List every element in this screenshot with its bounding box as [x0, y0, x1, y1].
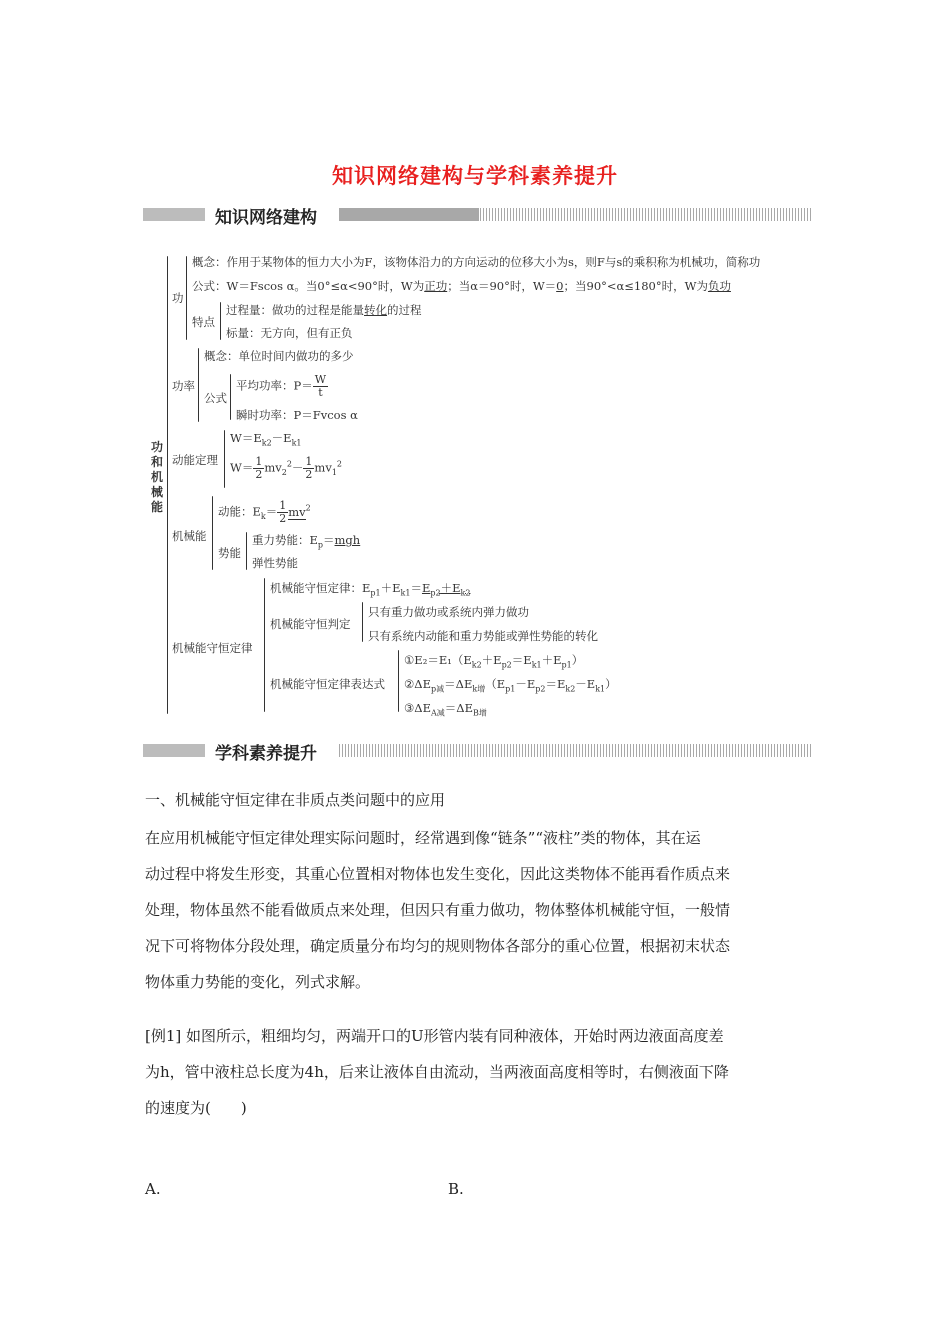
- power-concept: 概念：单位时间内做功的多少: [204, 349, 354, 363]
- section-title: 学科素养提升: [215, 739, 323, 764]
- power-formula-brace: [230, 374, 231, 420]
- paragraph-line: 动过程中将发生形变，其重心位置相对物体也发生变化，因此这类物体不能再看作质点来: [145, 865, 731, 883]
- paragraph-line: 物体重力势能的变化，列式求解。: [145, 973, 371, 991]
- expr-3: $③\Delta E_{A减}=\Delta E_{B增}$: [404, 701, 487, 718]
- ke-theorem-label: 动能定理: [172, 453, 218, 467]
- features-brace: [220, 302, 221, 340]
- diagram-root-label: 功和机械能: [150, 440, 163, 514]
- expr-1: $①E_2=E_1(E_{k2}+E_{p2}=E_{k1}+E_{p1})$: [404, 653, 584, 670]
- judge-label: 机械能守恒判定: [270, 617, 351, 631]
- work-label: 功: [172, 291, 184, 305]
- kinetic-energy: 动能：$E_k=$ $\frac{1}{2}$ $mv^2$: [218, 499, 311, 525]
- section-bar-block: [143, 208, 205, 221]
- knowledge-diagram: [150, 250, 850, 720]
- paragraph-line: 处理，物体虽然不能看做质点来处理，但因只有重力做功，物体整体机械能守恒，一般情: [145, 901, 731, 919]
- power-label: 功率: [172, 379, 195, 393]
- expr-label: 机械能守恒定律表达式: [270, 677, 385, 691]
- judge-brace: [362, 602, 363, 642]
- section-header-literacy: [143, 739, 813, 763]
- judge-item-1: 只有重力做功或系统内弹力做功: [368, 605, 529, 619]
- conservation-brace: [264, 578, 265, 712]
- conservation-law: 机械能守恒定律：$E_{p1}+E_{k1}=E_{p2}+E_{k2}$: [270, 581, 471, 598]
- example-line: 的速度为( ): [145, 1099, 247, 1117]
- power-average: 平均功率：P＝ $\frac{W}{t}$: [236, 373, 327, 399]
- page-title: 知识网络建构与学科素养提升: [332, 164, 618, 188]
- power-brace: [198, 348, 199, 422]
- work-scalar: 标量：无方向，但有正负: [226, 326, 353, 340]
- section-bar-block: [143, 744, 205, 757]
- section-title: 知识网络建构: [215, 203, 323, 228]
- ke-theorem-line1: $W=E_{k2}-E_{k1}$: [230, 431, 302, 448]
- section-bar-dark: [339, 208, 479, 221]
- power-instant: 瞬时功率：P＝Fvcos α: [236, 408, 358, 422]
- ke-theorem-line2: W＝ $\frac{1}{2}$ $mv_2^2-$ $\frac{1}{2}$ $mv_1^2$: [230, 455, 343, 481]
- gravity-potential: 重力势能：$E_p=mgh$: [252, 533, 361, 550]
- mech-energy-label: 机械能: [172, 529, 207, 543]
- elastic-potential: 弹性势能: [252, 556, 298, 570]
- potential-label: 势能: [218, 546, 241, 560]
- content-paragraph: [145, 820, 810, 1000]
- potential-brace: [246, 532, 247, 570]
- content-heading: [145, 782, 810, 818]
- option-a: A.: [145, 1180, 161, 1198]
- example-block: [145, 1018, 810, 1126]
- section-header-network: [143, 203, 813, 227]
- section-bar-hatch: [339, 744, 813, 757]
- power-formula-label: 公式: [204, 391, 227, 405]
- paragraph-line: 况下可将物体分段处理，确定质量分布均匀的规则物体各部分的重心位置，根据初末状态: [145, 937, 731, 955]
- work-concept: 概念：作用于某物体的恒力大小为F，该物体沿力的方向运动的位移大小为s，则F与s的乘积称为机械功，简称功: [192, 255, 761, 269]
- outer-brace: [167, 256, 168, 714]
- work-features-label: 特点: [192, 315, 215, 329]
- paragraph-line: 在应用机械能守恒定律处理实际问题时，经常遇到像“链条”“液柱”类的物体，其在运: [145, 829, 701, 847]
- expr-brace: [398, 650, 399, 712]
- ke-theorem-brace: [224, 430, 225, 488]
- example-line: [例1] 如图所示，粗细均匀，两端开口的U形管内装有同种液体，开始时两边液面高度差: [145, 1027, 724, 1045]
- option-b: B.: [448, 1180, 464, 1198]
- mech-energy-brace: [212, 496, 213, 570]
- work-brace: [186, 256, 187, 340]
- example-line: 为h，管中液柱总长度为4h，后来让液体自由流动，当两液面高度相等时，右侧液面下降: [145, 1063, 729, 1081]
- heading-text: 一、机械能守恒定律在非质点类问题中的应用: [145, 791, 446, 809]
- expr-2: $②\Delta E_{p减}=\Delta E_{k增}(E_{p1}-E_{p2}=E_{k2}-E_{k1})$: [404, 677, 617, 694]
- work-formula: 公式：W＝Fscos α。当0°≤α<90°时，W为正功；当α＝90°时，W＝0；当90°<α≤180°时，W为负功: [192, 279, 731, 293]
- conservation-label: 机械能守恒定律: [172, 641, 253, 655]
- work-process: 过程量：做功的过程是能量转化的过程: [226, 303, 422, 317]
- judge-item-2: 只有系统内动能和重力势能或弹性势能的转化: [368, 629, 598, 643]
